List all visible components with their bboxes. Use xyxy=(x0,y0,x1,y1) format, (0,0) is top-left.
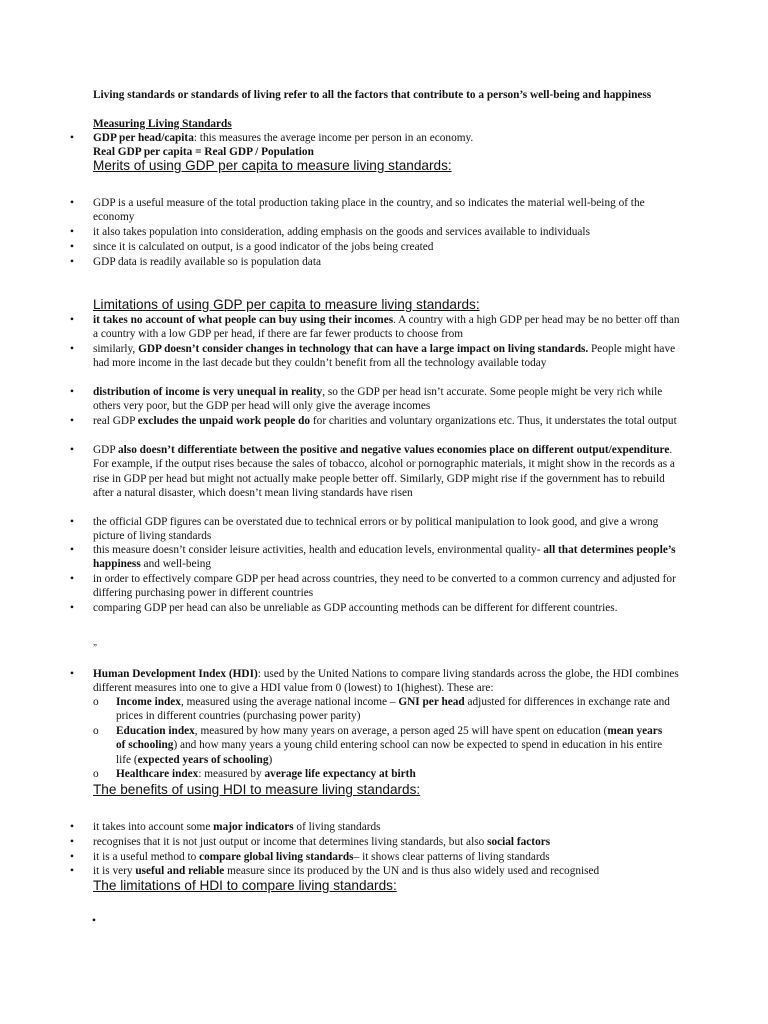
hdi-sub-text: , measured using the average national income – xyxy=(180,696,399,708)
benefit-bold: useful and reliable xyxy=(135,865,225,877)
limitation-bold: GDP doesn’t consider changes in technology that can have a large impact on living standards. xyxy=(138,343,589,355)
bullet-icon: • xyxy=(70,668,74,680)
merits-heading: Merits of using GDP per capita to measure living standards: xyxy=(93,158,452,173)
merit-text: GDP data is readily available so is population data xyxy=(93,256,321,268)
benefit-bold: social factors xyxy=(487,836,551,848)
limitation-text: and well-being xyxy=(140,558,212,571)
hdi-sub-bold: mean years of schooling xyxy=(116,725,663,752)
benefits-heading: The benefits of using HDI to measure living standards: xyxy=(93,782,421,797)
hdi-sub-text: , measured by how many years on average, a person aged 25 will have spent on education ( xyxy=(194,725,608,737)
bullet-icon: • xyxy=(70,602,74,614)
hdi-sub-bold: Income index xyxy=(116,696,181,708)
intro-title: Living standards or standards of living refer to all the factors that contribute to a person’s well-being and happiness xyxy=(93,89,652,101)
limitation-bold: all that determines people’s happiness xyxy=(93,544,676,571)
merit-text: since it is calculated on output, is a good indicator of the jobs being created xyxy=(93,241,434,253)
bullet-icon: • xyxy=(70,821,74,833)
limitation-text: in order to effectively compare GDP per head across countries, they need to be converted to a common currency and adjusted for differing purchasing power in different countries xyxy=(93,573,676,600)
bullet-icon: • xyxy=(70,851,74,863)
circle-bullet-icon: o xyxy=(93,768,99,780)
bullet-icon: • xyxy=(70,226,74,238)
gdp-formula: Real GDP per capita = Real GDP / Population xyxy=(93,146,314,159)
gdp-def: : this measures the average income per person in an economy. xyxy=(193,132,474,144)
stray-mark: „ xyxy=(93,637,97,647)
merit-text: GDP is a useful measure of the total production taking place in the country, and so indicates the material well-being of the economy xyxy=(93,197,645,224)
bullet-icon: • xyxy=(70,314,74,326)
hdi-sub-text: : measured by xyxy=(198,768,265,780)
limitation-text: comparing GDP per head can also be unreliable as GDP accounting methods can be different for different countries. xyxy=(93,602,618,614)
limitation-bold: distribution of income is very unequal in reality xyxy=(93,386,323,398)
benefit-text: recognises that it is not just output or income that determines living standards, but also xyxy=(93,836,488,848)
bullet-icon: • xyxy=(70,415,74,427)
hdi-sub-bold: average life expectancy at birth xyxy=(264,768,416,780)
benefit-text: it is a useful method to xyxy=(93,851,200,863)
bullet-icon: • xyxy=(70,256,74,268)
benefit-text: it takes into account some xyxy=(93,821,214,833)
bullet-icon: • xyxy=(70,343,74,355)
limitation-text: similarly, xyxy=(93,343,139,355)
bullet-icon: • xyxy=(70,516,74,528)
benefit-text: measure since its produced by the UN and is thus also widely used and recognised xyxy=(224,865,600,877)
bullet-icon: • xyxy=(70,865,74,877)
hdi-sub-bold: Education index xyxy=(116,725,195,737)
limitation-text: GDP xyxy=(93,444,119,456)
benefit-text: it is very xyxy=(93,865,136,877)
bullet-icon: • xyxy=(70,444,74,456)
bullet-icon: • xyxy=(70,386,74,398)
hdi-sub-bold: Healthcare index xyxy=(116,768,199,780)
limitation-bold: excludes the unpaid work people do xyxy=(137,415,311,427)
hdi-sub-bold: expected years of schooling xyxy=(137,753,269,766)
circle-bullet-icon: o xyxy=(93,725,99,737)
intro-subtitle: Measuring Living Standards xyxy=(93,118,232,130)
limitation-text: real GDP xyxy=(93,415,138,427)
bullet-icon: • xyxy=(70,197,74,209)
bullet-icon: • xyxy=(70,132,74,144)
benefit-bold: major indicators xyxy=(213,821,294,833)
bullet-icon: • xyxy=(92,915,96,927)
bullet-icon: • xyxy=(70,241,74,253)
bullet-icon: • xyxy=(70,573,74,585)
hdi-def: : used by the United Nations to compare living standards across the globe, the HDI combines different measures into one to give a HDI value from 0 (lowest) to 1(highest). These are: xyxy=(93,668,679,695)
limitation-text: the official GDP figures can be overstated due to technical errors or by political manipulation to look good, and give a wrong picture of living standards xyxy=(93,516,659,543)
limitation-text: . A country with a high GDP per head may be no better off than a country with a low GDP per head, if there are far fewer products to choose from xyxy=(93,314,680,341)
bullet-icon: • xyxy=(70,544,74,556)
limitation-text: . For example, if the output rises because the sales of tobacco, alcohol or pornographic materials, it might show in the records as a rise in GDP per head but might not actually make people better off. Similarly, GDP might rise if the government has to rebuild after a natural disaster, which doesn’t mean living standards have risen xyxy=(93,444,675,500)
hdi-sub-bold: GNI per head xyxy=(398,696,465,708)
limitation-text: this measure doesn’t consider leisure activities, health and education levels, environmental quality- xyxy=(93,544,544,556)
circle-bullet-icon: o xyxy=(93,696,99,708)
limitation-text: for charities and voluntary organizations etc. Thus, it understates the total output xyxy=(310,415,677,427)
hdi-term: Human Development Index (HDI) xyxy=(93,668,258,680)
limitations-heading: Limitations of using GDP per capita to measure living standards: xyxy=(93,297,480,312)
benefit-text: of living standards xyxy=(293,821,381,833)
limitation-bold: it takes no account of what people can buy using their incomes xyxy=(93,314,394,326)
hdi-sub-text: ) and how many years a young child entering school can now be expected to spend in education in his entire life ( xyxy=(116,739,663,766)
merit-text: it also takes population into consideration, adding emphasis on the goods and services available to individuals xyxy=(93,226,590,238)
limitation-text: , so the GDP per head isn’t accurate. Some people might be very rich while others very poor, but the GDP per head will only give the average incomes xyxy=(93,386,663,413)
benefit-bold: compare global living standards xyxy=(199,851,354,863)
gdp-term: GDP per head/capita xyxy=(93,132,194,144)
hdi-sub-text: ) xyxy=(268,753,273,766)
hdi-limitations-heading: The limitations of HDI to compare living standards: xyxy=(93,878,397,893)
hdi-sub-text: adjusted for differences in exchange rate and prices in different countries (purchasing power parity) xyxy=(116,696,670,723)
limitation-bold: also doesn’t differentiate between the positive and negative values economies place on different output/expenditure xyxy=(118,444,670,456)
bullet-icon: • xyxy=(70,836,74,848)
benefit-text: – it shows clear patterns of living standards xyxy=(353,851,550,863)
limitation-text: People might have had more income in the last decade but they couldn’t benefit from all the technology available today xyxy=(93,343,676,370)
